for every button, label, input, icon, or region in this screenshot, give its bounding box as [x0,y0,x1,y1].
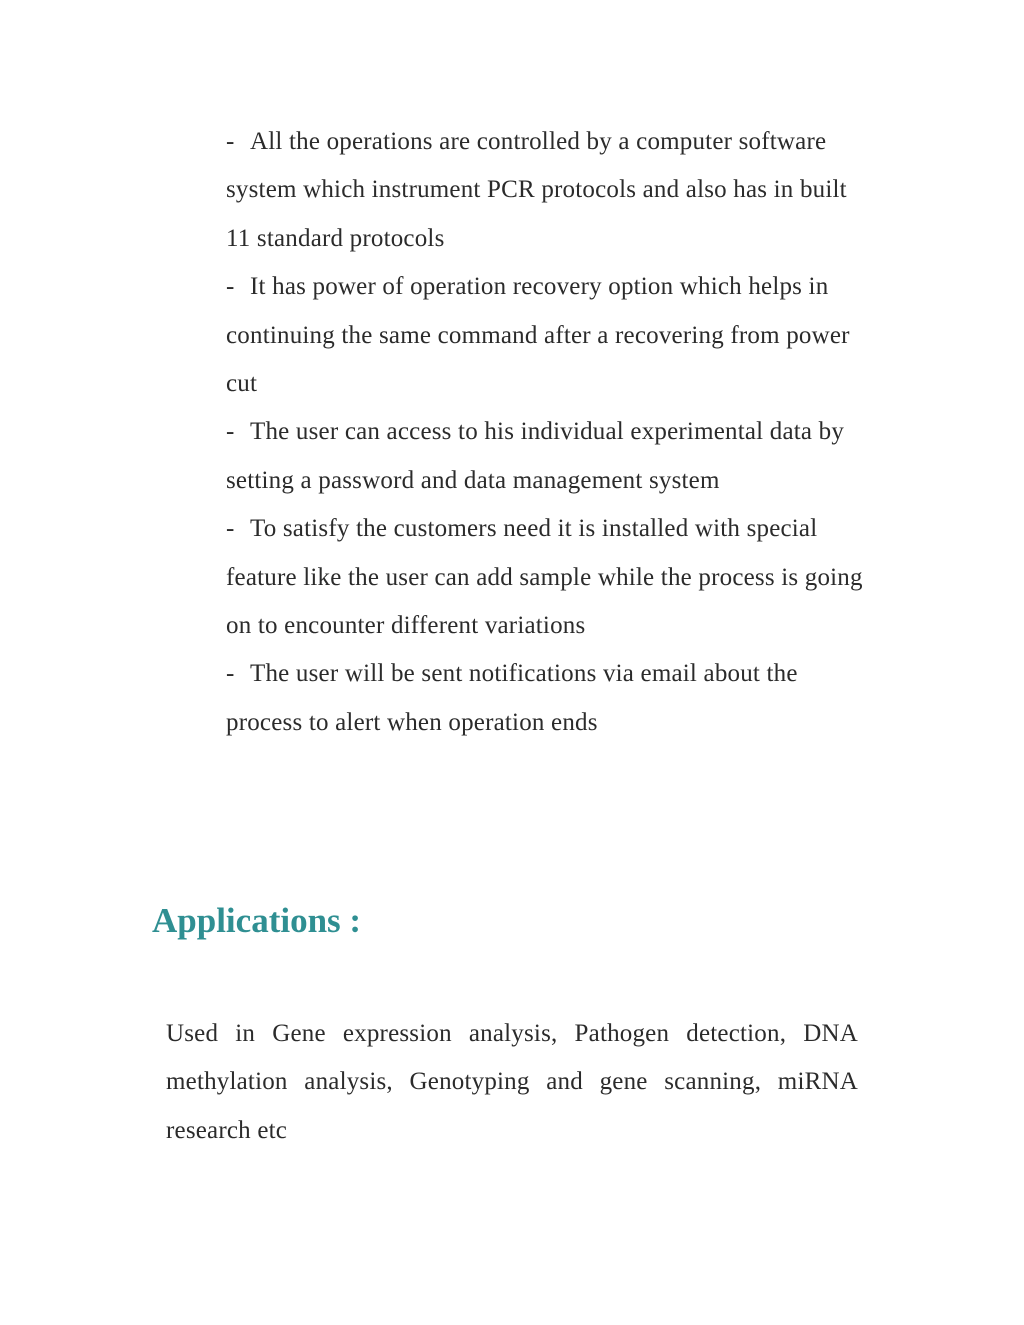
feature-text: It has power of operation recovery option which helps in continuing the same command after a recovering from power cut [226,273,850,398]
bullet-dash: - [226,273,235,301]
feature-item [226,263,866,408]
bullet-dash: - [226,660,235,688]
bullet-dash: - [226,128,235,155]
feature-text: The user will be sent notifications via email about the process to alert when operation ends [226,660,798,736]
feature-item [226,118,866,263]
bullet-dash: - [226,515,235,543]
bullet-dash: - [226,418,235,446]
applications-heading: Applications : [152,901,362,940]
applications-paragraph: Used in Gene expression analysis, Pathogen detection, DNA methylation analysis, Genotyping and gene scanning, miRNA research etc [166,1020,858,1144]
feature-item [226,650,866,747]
feature-list [226,118,866,747]
feature-item [226,505,866,650]
feature-text: All the operations are controlled by a computer software system which instrument PCR protocols and also has in built 11 standard protocols [226,128,847,252]
feature-text: To satisfy the customers need it is installed with special feature like the user can add sample while the process is going on to encounter different variations [226,515,863,640]
feature-item [226,408,866,505]
feature-text: The user can access to his individual experimental data by setting a password and data management system [226,418,845,494]
